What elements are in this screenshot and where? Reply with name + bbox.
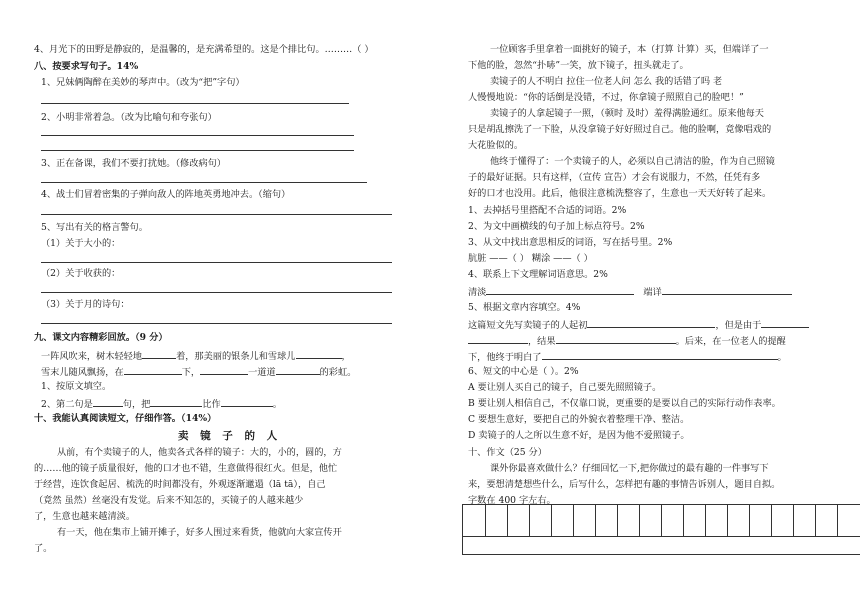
story-line: （竟然 虽然）丝毫没有发觉。后来不知怎的，买镜子的人越来越少 (34, 495, 304, 506)
grid-cell[interactable] (683, 505, 706, 536)
story-line: 从前，有个卖镜子的人，他卖各式各样的镜子：大的，小的，圆的，方 (57, 447, 342, 458)
blank[interactable] (556, 334, 676, 344)
answer-line[interactable] (41, 214, 392, 215)
text-span: 比作 (202, 399, 221, 410)
story-line: 大花脸似的。 (468, 140, 524, 151)
blank[interactable] (93, 397, 123, 407)
composition-prompt: 课外你最喜欢做什么？仔细回忆一下,把你做过的最有趣的一件事写下 (490, 463, 769, 474)
grid-cell[interactable] (485, 505, 508, 536)
composition-prompt: 来，要想清楚想些什么，后写什么，怎样把有趣的事情告诉别人，题目自拟。 (468, 479, 781, 490)
text-span: 2、第二句是 (41, 399, 93, 410)
text-span: ，但是由于 (715, 320, 762, 331)
text-span: 雪末儿随风飘扬，在 (41, 367, 124, 378)
story-line: 好的口才也没用。此后，他很注意梳洗整容了，生意也一天天好转了起来。 (468, 188, 772, 199)
grid-cell[interactable] (793, 505, 816, 536)
blank[interactable] (587, 318, 715, 328)
story-line: 了，生意也越来越清淡。 (34, 511, 136, 522)
story-title: 卖 镜 子 的 人 (178, 430, 282, 442)
text-span: ， (341, 351, 351, 362)
story-line: 人慢慢地说：“你的话倒是没错，不过，你拿镜子照照自己的脸吧！” (468, 92, 744, 103)
grid-cell[interactable] (771, 505, 794, 536)
story-line: 一位顾客手里拿着一面挑好的镜子，本（打算 计算）买，但端详了一 (490, 44, 769, 55)
text-span: 一阵风吹来，树木轻轻地 (41, 351, 143, 362)
blank[interactable] (124, 365, 182, 375)
fill-text (468, 350, 787, 364)
grid-cell[interactable] (595, 505, 618, 536)
blank[interactable] (468, 334, 528, 344)
question: 3、从文中找出意思相反的词语，写在括号里。2% (468, 237, 673, 248)
fill-text (41, 397, 282, 411)
fill-text (468, 334, 786, 348)
grid-cell[interactable] (815, 505, 838, 536)
text-span: 。后来，在一位老人的提醒 (675, 336, 786, 347)
blank[interactable] (150, 397, 202, 407)
fill-text (41, 365, 356, 379)
text-span: 这篇短文先写卖镜子的人起初 (468, 320, 588, 331)
grid-cell[interactable] (507, 505, 530, 536)
sub-task: （3）关于月的诗句： (41, 299, 130, 310)
question: 5、根据文章内容填空。4% (468, 302, 581, 313)
blank[interactable] (542, 350, 778, 360)
section-10-title: 十、我能认真阅读短文，仔细作答。（14%） (34, 413, 217, 424)
section-9-title: 九、课文内容精彩回放。（9 分） (34, 332, 168, 343)
answer-line[interactable] (41, 135, 354, 136)
text-span: ，结果 (528, 336, 556, 347)
question: 1、去掉括号里搭配不合适的词语。2% (468, 205, 627, 216)
story-line: 的……他的镜子质量很好，他的口才也不错，生意做得很红火。但是，他忙 (34, 463, 338, 474)
story-line: 只是胡乱擦洗了一下脸，从没拿镜子好好照过自己。他的脸啊，竟像唱戏的 (468, 124, 772, 135)
sentence-task: 4、战士们冒着密集的子弹向敌人的阵地英勇地冲去。（缩句） (41, 189, 291, 200)
answer-line[interactable] (41, 150, 354, 151)
story-line: 于经营，连饮食起居、梳洗的时间都没有，外观逐渐邋遢（lā tā），自己 (34, 479, 326, 490)
grid-cell[interactable] (661, 505, 684, 536)
sentence-task: 3、正在备课，我们不要打扰她。（修改病句） (41, 158, 226, 169)
blank[interactable] (200, 365, 248, 375)
grid-cell[interactable] (705, 505, 728, 536)
grid-divider (463, 536, 860, 537)
text-span: 的彩虹。 (319, 367, 357, 378)
question: 2、为文中画横线的句子加上标点符号。2% (468, 221, 645, 232)
section-8-title: 八、按要求写句子。14% (34, 61, 139, 72)
choice-d[interactable]: D 卖镜子的人之所以生意不好，是因为他不爱照镜子。 (468, 430, 690, 441)
text-span: 。 (272, 399, 282, 410)
text-span: 句，把 (122, 399, 151, 410)
fill-text (41, 349, 351, 363)
text-span: 着，那美丽的银条儿和雪球儿 (176, 351, 296, 362)
story-line: 他终于懂得了：一个卖镜子的人，必须以自己清洁的脸，作为自己照镜 (490, 156, 775, 167)
answer-line[interactable] (41, 182, 367, 183)
story-line: 了。 (34, 543, 53, 554)
grid-cell[interactable] (639, 505, 662, 536)
sub-task: （1）关于大小的： (41, 238, 121, 249)
story-line: 子的最好证据。只有这样，（宣传 宣告）才会有说服力，不然，任凭有多 (468, 172, 761, 183)
blank[interactable] (142, 349, 176, 359)
blank[interactable] (486, 285, 634, 295)
question-text: 4、月光下的田野是静寂的，是温馨的，是充满希望的。这是个排比句。………（ ） (34, 44, 374, 55)
story-line: 下他的脸，忽然“扑哧”一笑，放下镜子，扭头就走了。 (468, 60, 689, 71)
fill-text (468, 318, 809, 332)
blank[interactable] (276, 365, 320, 375)
sub-task: 1、按原文填空。 (41, 381, 112, 392)
grid-cell[interactable] (529, 505, 552, 536)
blank[interactable] (296, 349, 342, 359)
word-meaning-answers (468, 285, 792, 299)
sentence-task: 2、小明非常着急。（改为比喻句和夸张句） (41, 112, 217, 123)
question: 6、短文的中心是（ ）。2% (468, 366, 579, 377)
section-composition-title: 十、作文（25 分） (468, 447, 547, 458)
text-span: 下， (181, 367, 201, 378)
sub-task: （2）关于收获的： (41, 268, 121, 279)
text-span: 清淡 (468, 287, 487, 298)
composition-grid[interactable] (462, 504, 860, 555)
answer-line[interactable] (41, 262, 392, 263)
grid-cell[interactable] (727, 505, 750, 536)
sentence-task: 5、写出有关的格言警句。 (41, 222, 148, 233)
answer-line[interactable] (41, 292, 392, 293)
grid-cell[interactable] (749, 505, 772, 536)
blank[interactable] (761, 318, 809, 328)
composition-prompt: 字数在 400 字左右。 (468, 495, 556, 506)
text-span: 一道道 (248, 367, 276, 378)
story-line: 卖镜子的人不明白 拉住一位老人问 怎么 我的话错了吗 老 (490, 76, 723, 87)
story-line: 有一天，他在集市上铺开摊子，好多人围过来看货，他就向大家宣传开 (57, 527, 342, 538)
answer-line[interactable] (41, 103, 349, 104)
choice-c[interactable]: C 要想生意好，要把自己的外貌衣着整理干净、整洁。 (468, 414, 690, 425)
answer-line[interactable] (41, 323, 392, 324)
grid-cell[interactable] (617, 505, 640, 536)
story-line: 卖镜子的人拿起镜子一照，（顿时 及时）羞得满脸通红。原来他每天 (490, 108, 764, 119)
grid-cell[interactable] (551, 505, 574, 536)
grid-cell[interactable] (463, 505, 486, 536)
text-span: 端详 (643, 287, 662, 298)
question: 4、联系上下文理解词语意思。2% (468, 269, 608, 280)
choice-b[interactable]: B 要让别人相信自己，不仅靠口说，更重要的是要以自己的实际行动作表率。 (468, 398, 781, 409)
text-span: 。 (777, 352, 787, 363)
text-span: 下，他终于明白了 (468, 352, 542, 363)
grid-cell[interactable] (573, 505, 596, 536)
blank[interactable] (662, 285, 792, 295)
sentence-task: 1、兄妹俩陶醉在美妙的琴声中。（改为“把”字句） (41, 77, 245, 88)
blank[interactable] (221, 397, 273, 407)
antonym-answers[interactable]: 肮脏 ——（ ） 糊涂 ——（ ） (468, 253, 593, 264)
choice-a[interactable]: A 要让别人买自己的镜子，自己要先照照镜子。 (468, 382, 662, 393)
